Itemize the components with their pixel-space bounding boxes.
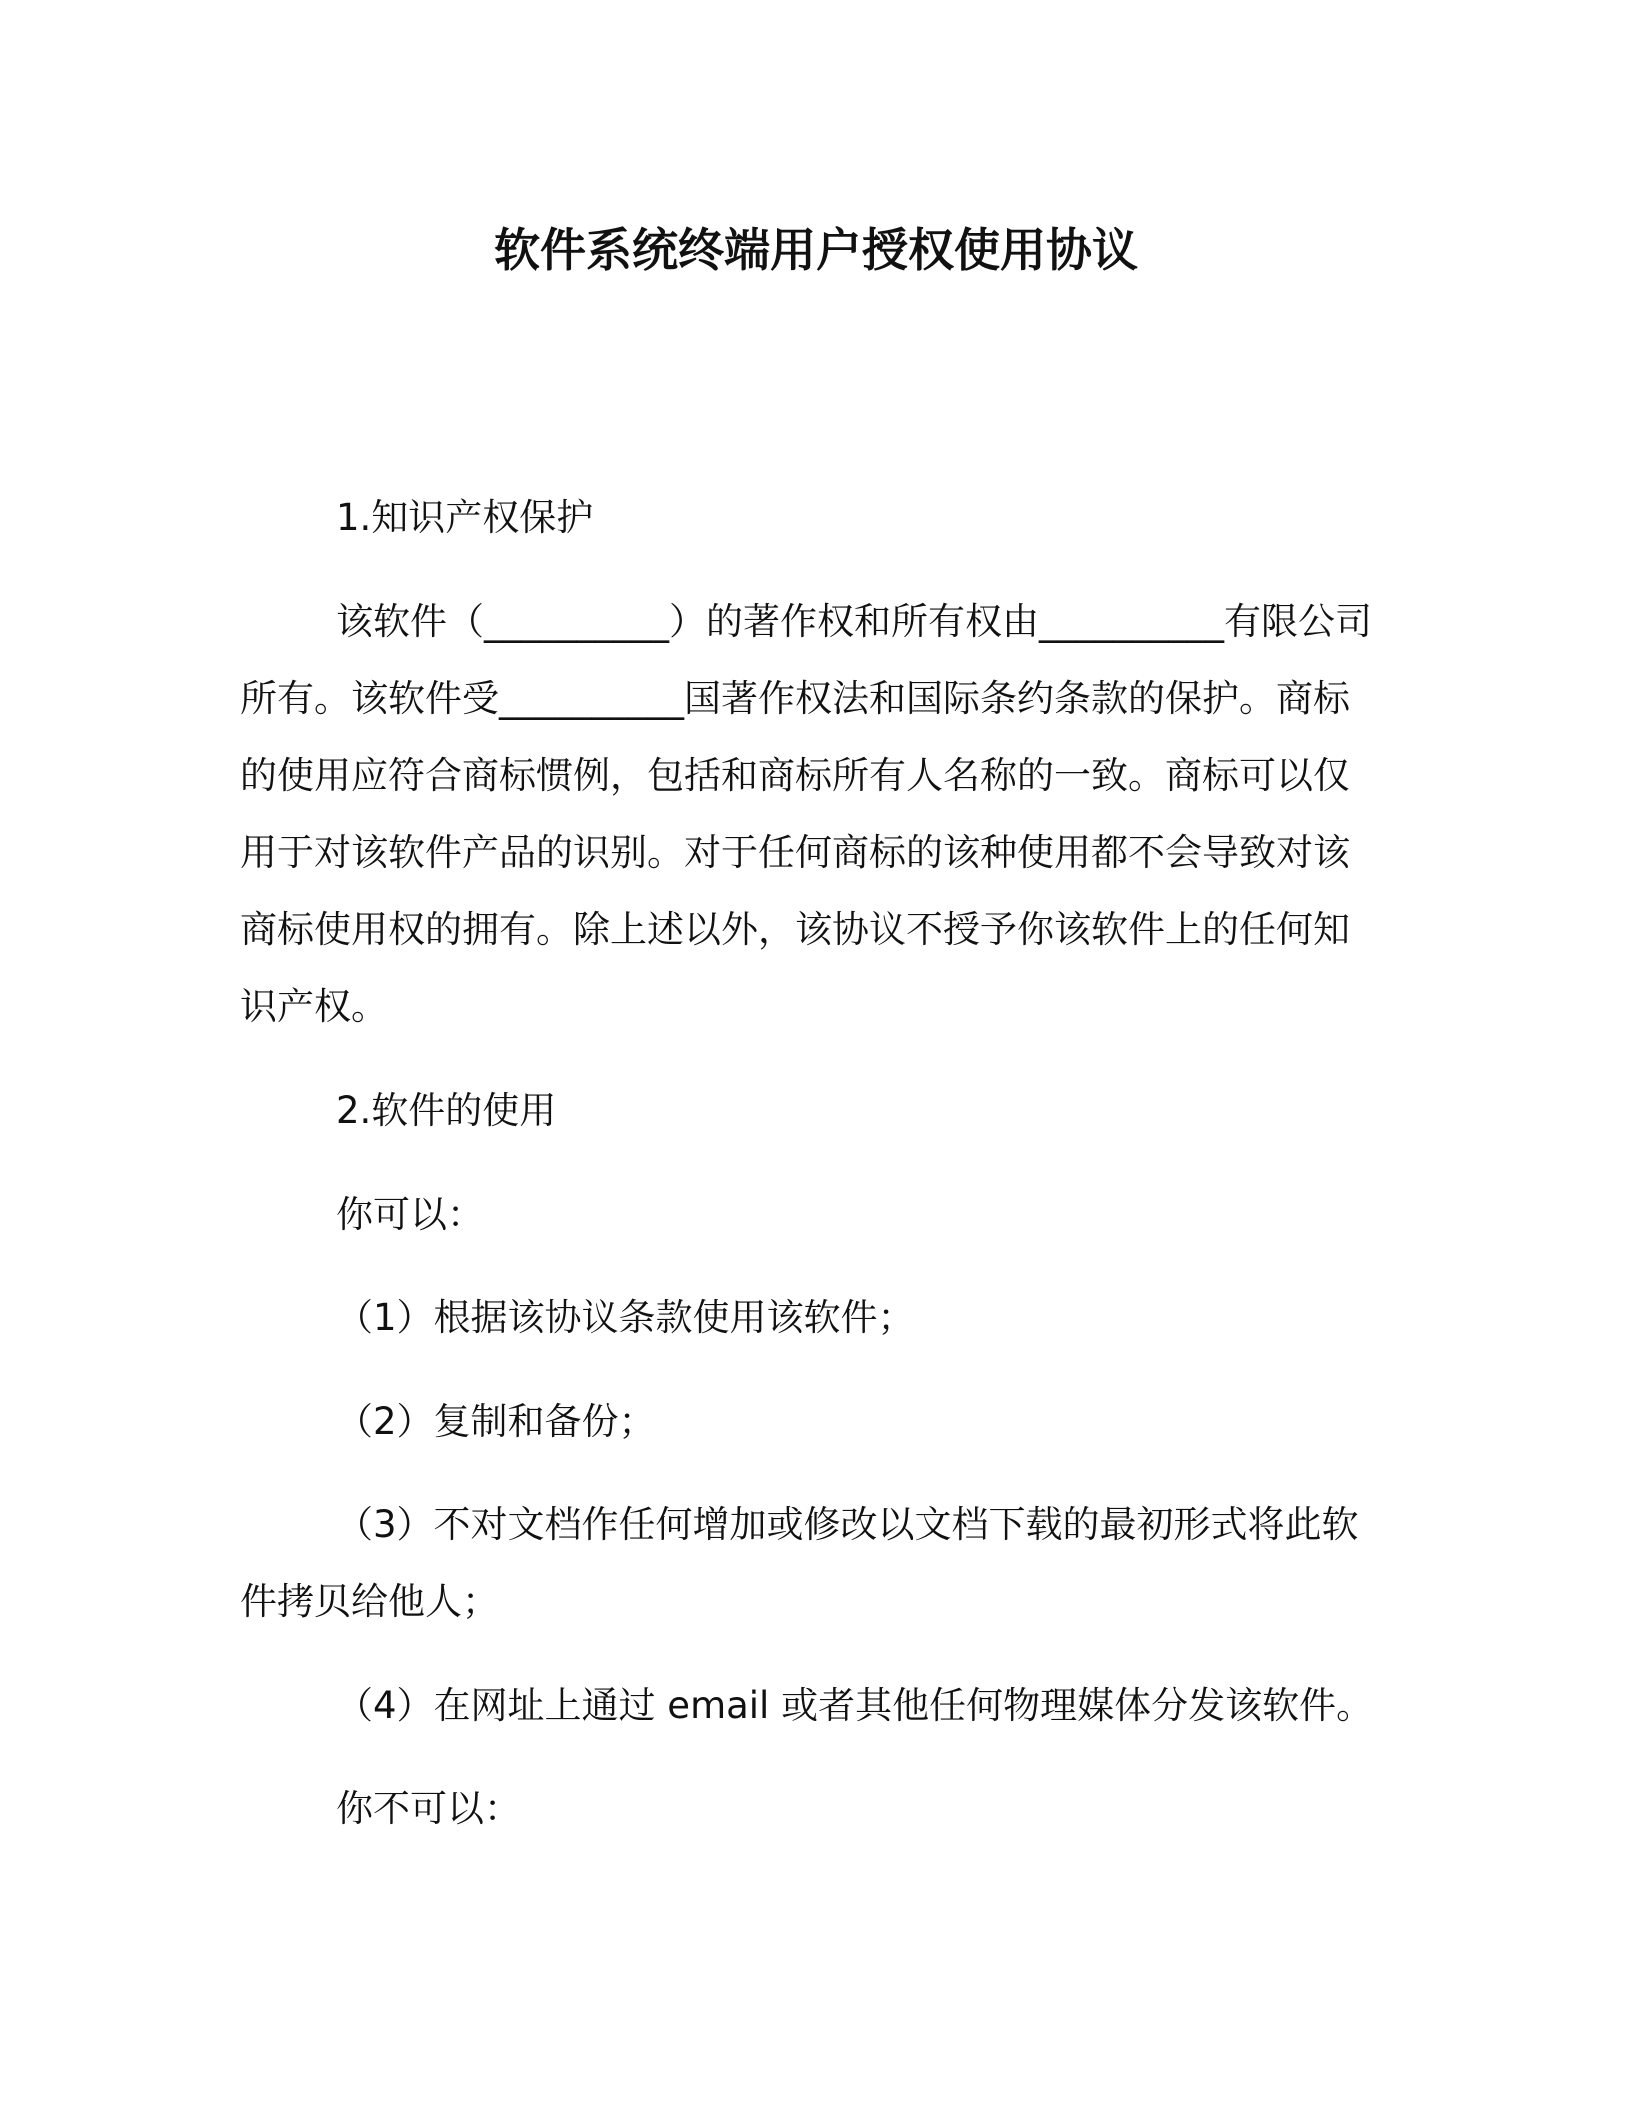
paragraph-line: 你可以： (336, 1193, 484, 1236)
paragraph-line: 你不可以： (336, 1787, 521, 1830)
paragraph-line: 商标使用权的拥有。除上述以外，该协议不授予你该软件上的任何知 (240, 908, 1350, 951)
list-item: （4）在网址上通过 email 或者其他任何物理媒体分发该软件。 (336, 1684, 1374, 1727)
paragraph-line: 该软件（__________）的著作权和所有权由__________有限公司 (336, 600, 1372, 643)
paragraph-line: 所有。该软件受__________国著作权法和国际条约条款的保护。商标 (240, 677, 1350, 720)
list-item: （2）复制和备份； (336, 1400, 656, 1443)
paragraph-line: 识产权。 (240, 985, 388, 1028)
list-item-continued: 件拷贝给他人； (240, 1580, 499, 1623)
list-item: （3）不对文档作任何增加或修改以文档下载的最初形式将此软 (336, 1503, 1359, 1546)
section-heading-usage: 2.软件的使用 (336, 1089, 557, 1132)
paragraph-line: 用于对该软件产品的识别。对于任何商标的该种使用都不会导致对该 (240, 831, 1350, 874)
paragraph-line: 的使用应符合商标惯例，包括和商标所有人名称的一致。商标可以仅 (240, 754, 1350, 797)
list-item: （1）根据该协议条款使用该软件； (336, 1296, 915, 1339)
document-title: 软件系统终端用户授权使用协议 (494, 223, 1138, 277)
section-heading-ip: 1.知识产权保护 (336, 496, 594, 539)
